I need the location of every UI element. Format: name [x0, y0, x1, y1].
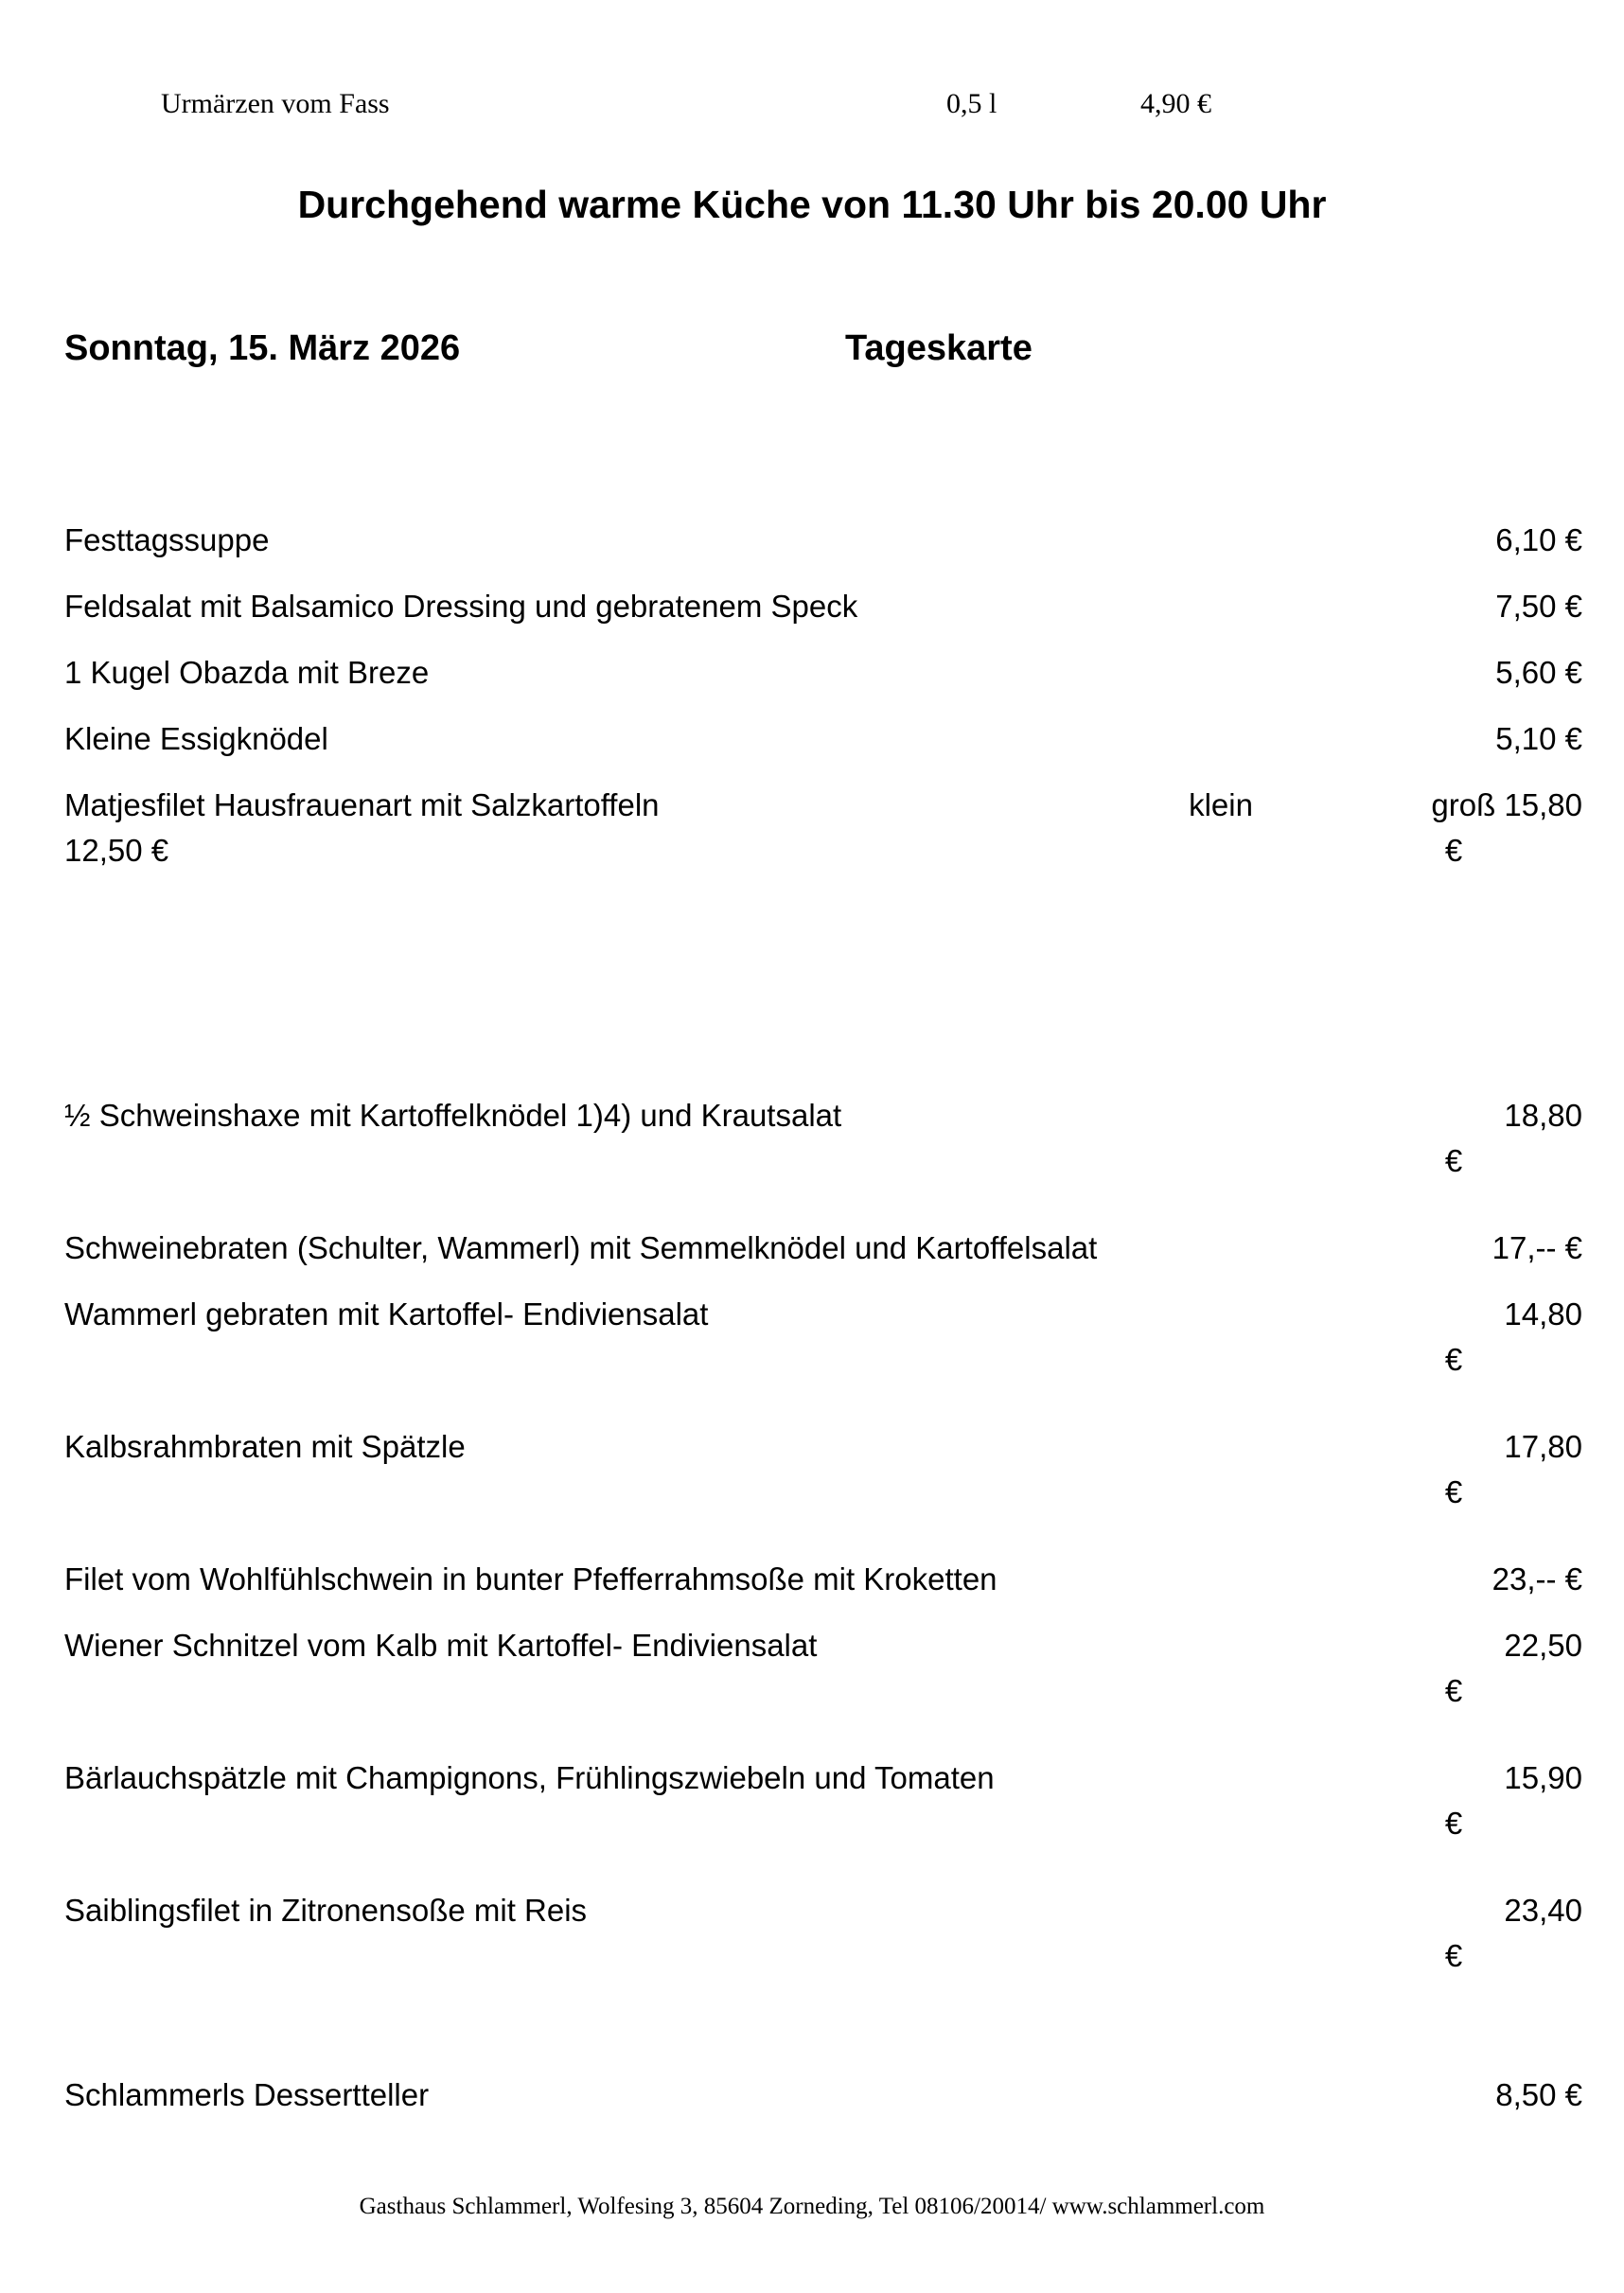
menu-item-row: [0, 650, 1624, 716]
menu-item-row: [0, 716, 1624, 783]
menu-item-row: [0, 584, 1624, 650]
item-price-currency-wrap: €: [1444, 1806, 1463, 1841]
item-price: 18,80: [1504, 1098, 1582, 1133]
item-name: Schweinebraten (Schulter, Wammerl) mit Semmelknödel und Kartoffelsalat: [64, 1230, 1098, 1265]
menu-item-row: [0, 1888, 1624, 2020]
beer-price: 4,90 €: [1140, 88, 1211, 119]
item-price-block: [1325, 1093, 1582, 1184]
item-price: 14,80: [1504, 1296, 1582, 1332]
item-price: 7,50 €: [1495, 589, 1582, 624]
item-price: groß 15,80: [1431, 787, 1582, 822]
item-name: Wiener Schnitzel vom Kalb mit Kartoffel- Endiviensalat: [64, 1628, 818, 1663]
item-price: 15,90: [1504, 1760, 1582, 1795]
desserts-section: [0, 2073, 1624, 2139]
item-price-currency-wrap: €: [1444, 833, 1463, 868]
item-price-currency-wrap: €: [1444, 1474, 1463, 1509]
item-price: 23,-- €: [1492, 1561, 1582, 1596]
main-courses-section: [0, 1093, 1624, 2020]
menu-item-row: [0, 1623, 1624, 1755]
beer-row: [0, 85, 1624, 127]
item-price-block: [1325, 1755, 1582, 1846]
menu-item-row: [0, 2073, 1624, 2139]
item-price: 8,50 €: [1495, 2077, 1582, 2112]
item-price-currency-wrap: €: [1444, 1143, 1463, 1178]
item-price-block: [1325, 1292, 1582, 1383]
item-price-currency-wrap: €: [1444, 1342, 1463, 1377]
starters-section: [0, 518, 1624, 915]
item-price: 5,10 €: [1495, 721, 1582, 756]
item-name: Matjesfilet Hausfrauenart mit Salzkartoffeln: [64, 787, 660, 822]
item-price-block: [1325, 1424, 1582, 1515]
item-price-currency-wrap: €: [1444, 1673, 1463, 1708]
menu-item-row: [0, 1292, 1624, 1424]
item-price: 17,80: [1504, 1429, 1582, 1464]
item-price-block: [1325, 1888, 1582, 1979]
menu-date: Sonntag, 15. März 2026: [64, 328, 461, 368]
item-name: Bärlauchspätzle mit Champignons, Frühlingszwiebeln und Tomaten: [64, 1760, 995, 1795]
footer-contact-info: Gasthaus Schlammerl, Wolfesing 3, 85604 Zorneding, Tel 08106/20014/ www.schlammerl.com: [359, 2194, 1265, 2219]
menu-card-title: Tageskarte: [845, 328, 1033, 368]
item-name-block: [64, 783, 1134, 873]
menu-item-row: [0, 1226, 1624, 1292]
beer-size: 0,5 l: [946, 88, 997, 119]
item-name-second-line: 12,50 €: [64, 833, 169, 868]
beer-name: Urmärzen vom Fass: [161, 88, 390, 119]
item-price: 22,50: [1504, 1628, 1582, 1663]
menu-item-row: [0, 1557, 1624, 1623]
item-portion-small-label: klein: [1189, 787, 1253, 822]
menu-item-row: [0, 1424, 1624, 1557]
item-name: Saiblingsfilet in Zitronensoße mit Reis: [64, 1893, 588, 1928]
item-name: Filet vom Wohlfühlschwein in bunter Pfefferrahmsoße mit Kroketten: [64, 1561, 997, 1596]
item-name: Kleine Essigknödel: [64, 721, 328, 756]
item-price: 17,-- €: [1492, 1230, 1582, 1265]
item-name: Wammerl gebraten mit Kartoffel- Endiviensalat: [64, 1296, 709, 1332]
menu-item-row: [0, 1755, 1624, 1888]
menu-item-row: [0, 518, 1624, 584]
item-name: Kalbsrahmbraten mit Spätzle: [64, 1429, 466, 1464]
item-price-block: [1325, 1623, 1582, 1714]
item-price: 6,10 €: [1495, 522, 1582, 557]
item-name: 1 Kugel Obazda mit Breze: [64, 655, 430, 690]
item-price-block: [1325, 783, 1582, 873]
menu-item-row: [0, 783, 1624, 915]
item-name: Feldsalat mit Balsamico Dressing und gebratenem Speck: [64, 589, 858, 624]
menu-item-row: [0, 1093, 1624, 1226]
item-name: Schlammerls Dessertteller: [64, 2077, 430, 2112]
item-name: Festtagssuppe: [64, 522, 270, 557]
item-price: 5,60 €: [1495, 655, 1582, 690]
item-price-currency-wrap: €: [1444, 1938, 1463, 1973]
item-name: ½ Schweinshaxe mit Kartoffelknödel 1)4) und Krautsalat: [64, 1098, 842, 1133]
item-price: 23,40: [1504, 1893, 1582, 1928]
kitchen-hours-heading: Durchgehend warme Küche von 11.30 Uhr bis 20.00 Uhr: [297, 183, 1327, 226]
